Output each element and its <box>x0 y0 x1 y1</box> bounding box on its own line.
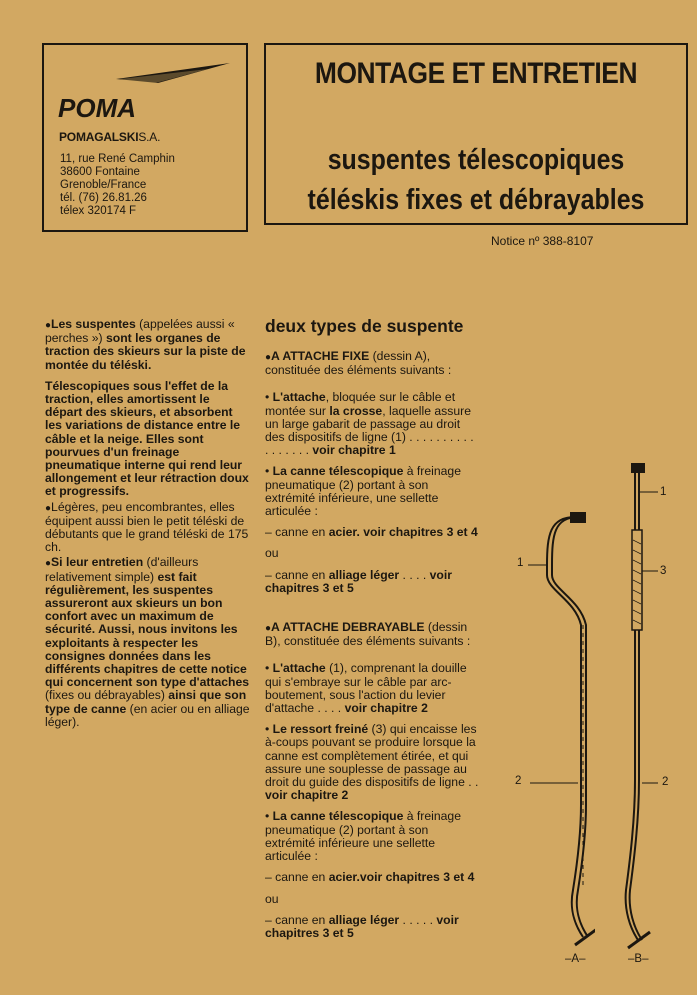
callout-2-left: 2 <box>515 775 522 787</box>
poma-logo <box>58 59 238 129</box>
callout-lines <box>520 480 660 800</box>
subtitle-line-2: téléskis fixes et débrayables <box>307 184 645 216</box>
type-b-item: • L'attache (1), comprenant la douille qui s'embraye sur le câble par arc-boutement, sous l'action du levier d'attache . . . . voir chapitre 2 <box>265 661 467 716</box>
intro-column <box>45 318 250 737</box>
figure-label-a: –A– <box>565 953 586 965</box>
type-a-item: • L'attache, bloquée sur le câble et montée sur la crosse, laquelle assure un large gabarit de passage au droit des dispositifs de ligne (1) . . . . . . . . . . . . . . . . . voir chapitre 1 <box>265 390 474 458</box>
callout-1-right: 1 <box>660 486 667 498</box>
page-title: MONTAGE ET ENTRETIEN <box>314 57 638 90</box>
type-a-item: • La canne télescopique à freinage pneumatique (2) portant à son extrémité inférieure, une sellette articulée : <box>265 464 461 519</box>
intro-paragraph: ● Légères, peu encombrantes, elles équipent aussi bien le petit téléski de débutants que le grand téléski de 175 ch. <box>45 501 250 555</box>
subtitle-line-1: suspentes télescopiques <box>327 144 625 176</box>
intro-paragraph: ● Les suspentes (appelées aussi « perches ») sont les organes de traction des skieurs sur la piste de montée du téléski. <box>45 318 250 372</box>
company-box <box>42 43 248 232</box>
type-b-option: – canne en acier.voir chapitres 3 et 4 <box>265 870 475 885</box>
company-name <box>59 130 160 144</box>
address-line: 11, rue René Camphin <box>60 153 175 165</box>
address-line: tél. (76) 26.81.26 <box>60 192 147 204</box>
company-suffix: S.A. <box>138 130 161 144</box>
types-column <box>265 316 480 948</box>
or-text: ou <box>265 546 279 561</box>
company-address <box>60 153 175 218</box>
company-name-text: POMAGALSKI <box>59 130 139 144</box>
type-b-item: • Le ressort freiné (3) qui encaisse les à-coups pouvant se produire lorsque la canne est complètement étirée, et qui assure une souplesse de passage au droit du guide des dispositifs de ligne . . voir chapitre 2 <box>265 722 479 803</box>
address-line: télex 320174 F <box>60 205 137 217</box>
callout-2-right: 2 <box>662 776 669 788</box>
intro-paragraph: Télescopiques sous l'effet de la traction, elles amortissent le départ des skieurs, et absorbent les variations de distance entre le câble et la neige. Elles sont pourvues d'un freinage pneumatique interne qui rend leur allongement et leur rétraction doux et progressifs. <box>45 378 249 499</box>
figure-label-b: –B– <box>628 953 649 965</box>
type-b-item: • La canne télescopique à freinage pneumatique (2) portant à son extrémité inférieure une sellette articulée : <box>265 809 461 864</box>
type-b-option: – canne en alliage léger . . . . . voir chapitres 3 et 5 <box>265 912 459 940</box>
type-a-intro: ● A ATTACHE FIXE (dessin A), constituée des éléments suivants : <box>265 350 480 377</box>
address-line: Grenoble/France <box>60 179 147 191</box>
title-box <box>264 43 688 225</box>
notice-number: Notice nº 388-8107 <box>491 234 594 248</box>
type-a-option: – canne en alliage léger . . . . voir chapitres 3 et 5 <box>265 567 452 595</box>
logo-text: POMA <box>58 93 136 123</box>
type-b-intro: ● A ATTACHE DEBRAYABLE (dessin B), constituée des éléments suivants : <box>265 621 480 648</box>
address-line: 38600 Fontaine <box>60 166 140 178</box>
section-title: deux types de suspente <box>265 316 464 336</box>
or-text: ou <box>265 891 279 906</box>
type-a-option: – canne en acier. voir chapitres 3 et 4 <box>265 525 478 540</box>
callout-3-right: 3 <box>660 565 667 577</box>
callout-1-left: 1 <box>517 557 524 569</box>
intro-paragraph: ● Si leur entretien (d'ailleurs relativement simple) est fait régulièrement, les suspentes assureront aux skieurs un bon confort avec un maximum de sécurité. Aussi, nous invitons les exploitants à respecter les consignes données dans les différents chapitres de cette notice qui concernent son type d'attaches (fixes ou débrayables) ainsi que son type de canne (en acier ou en alliage léger). <box>45 556 250 729</box>
